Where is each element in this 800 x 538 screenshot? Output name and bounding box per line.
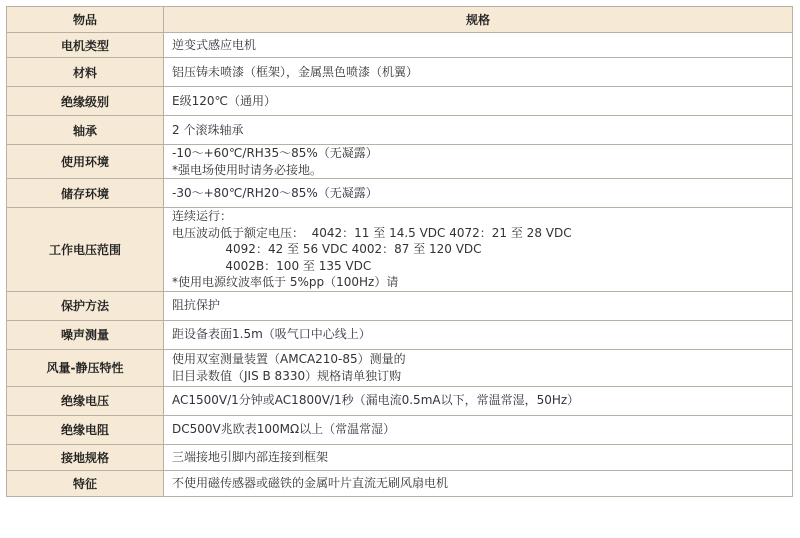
spec-key: 绝缘电压 [7, 386, 164, 415]
spec-key: 电机类型 [7, 33, 164, 58]
spec-key: 工作电压范围 [7, 208, 164, 292]
table-row [7, 116, 793, 145]
spec-value [164, 470, 793, 496]
spec-value [164, 58, 793, 87]
spec-value-line: *使用电源纹波率低于 5%pp（100Hz）请 [172, 275, 399, 289]
table-row [7, 444, 793, 470]
spec-value [164, 291, 793, 320]
spec-key: 绝缘电阻 [7, 415, 164, 444]
spec-value-line: E级120℃（通用） [172, 93, 276, 108]
spec-value [164, 386, 793, 415]
spec-table-body [7, 33, 793, 497]
table-row [7, 145, 793, 179]
table-row [7, 208, 793, 292]
spec-table-container [6, 6, 792, 497]
spec-value-line: 铝压铸未喷漆（框架），金属黑色喷漆（机翼） [172, 64, 419, 79]
spec-key: 储存环境 [7, 179, 164, 208]
table-row [7, 58, 793, 87]
spec-key: 噪声测量 [7, 320, 164, 349]
spec-key: 轴承 [7, 116, 164, 145]
spec-value-line: 阻抗保护 [172, 298, 221, 313]
spec-key: 接地规格 [7, 444, 164, 470]
spec-value [164, 33, 793, 58]
spec-value [164, 349, 793, 386]
spec-value-line: 4092：42 至 56 VDC 4002：87 至 120 VDC [172, 242, 482, 256]
spec-value [164, 87, 793, 116]
spec-value-line: 电压波动低于额定电压： 4042：11 至 14.5 VDC 4072：21 至 28 VDC [172, 225, 572, 240]
spec-key: 特征 [7, 470, 164, 496]
table-row [7, 33, 793, 58]
spec-key: 使用环境 [7, 145, 164, 179]
spec-key: 保护方法 [7, 291, 164, 320]
table-row [7, 415, 793, 444]
spec-value [164, 320, 793, 349]
spec-value [164, 179, 793, 208]
spec-value-line: AC1500V/1分钟或AC1800V/1秒（漏电流0.5mA以下，常温常湿，50Hz） [172, 393, 580, 408]
table-row [7, 291, 793, 320]
table-row [7, 320, 793, 349]
header-item: 物品 [7, 7, 164, 33]
spec-value-line: DC500V兆欧表100MΩ以上（常温常湿） [172, 422, 396, 437]
spec-value-line: 使用双室测量装置（AMCA210-85）测量的 [172, 352, 406, 366]
table-row [7, 349, 793, 386]
table-row [7, 386, 793, 415]
table-row [7, 179, 793, 208]
spec-value-line: 三端接地引脚内部连接到框架 [172, 449, 329, 464]
spec-key: 绝缘级别 [7, 87, 164, 116]
spec-value-line: 逆变式感应电机 [172, 37, 257, 52]
spec-value [164, 208, 793, 292]
spec-value [164, 415, 793, 444]
spec-key: 材料 [7, 58, 164, 87]
spec-value [164, 145, 793, 179]
spec-key: 风量-静压特性 [7, 349, 164, 386]
spec-value [164, 116, 793, 145]
table-row [7, 470, 793, 496]
spec-value [164, 444, 793, 470]
spec-value-line: 旧目录数值（JIS B 8330）规格请单独订购 [172, 368, 402, 383]
spec-value-line: -30～+80℃/RH20～85%（无凝露） [172, 185, 378, 200]
spec-table [6, 6, 793, 497]
spec-value-line: 2 个滚珠轴承 [172, 122, 244, 137]
spec-value-line: 4002B：100 至 135 VDC [172, 258, 372, 273]
table-row [7, 87, 793, 116]
spec-value-line: 距设备表面1.5m（吸气口中心线上） [172, 327, 371, 342]
table-header-row [7, 7, 793, 33]
header-spec: 规格 [164, 7, 793, 33]
spec-value-line: *强电场使用时请务必接地。 [172, 162, 323, 177]
spec-value-line: 连续运行： [172, 209, 233, 223]
spec-value-line: 不使用磁传感器或磁铁的金属叶片直流无刷风扇电机 [172, 475, 449, 490]
spec-value-line: -10～+60℃/RH35～85%（无凝露） [172, 146, 378, 160]
